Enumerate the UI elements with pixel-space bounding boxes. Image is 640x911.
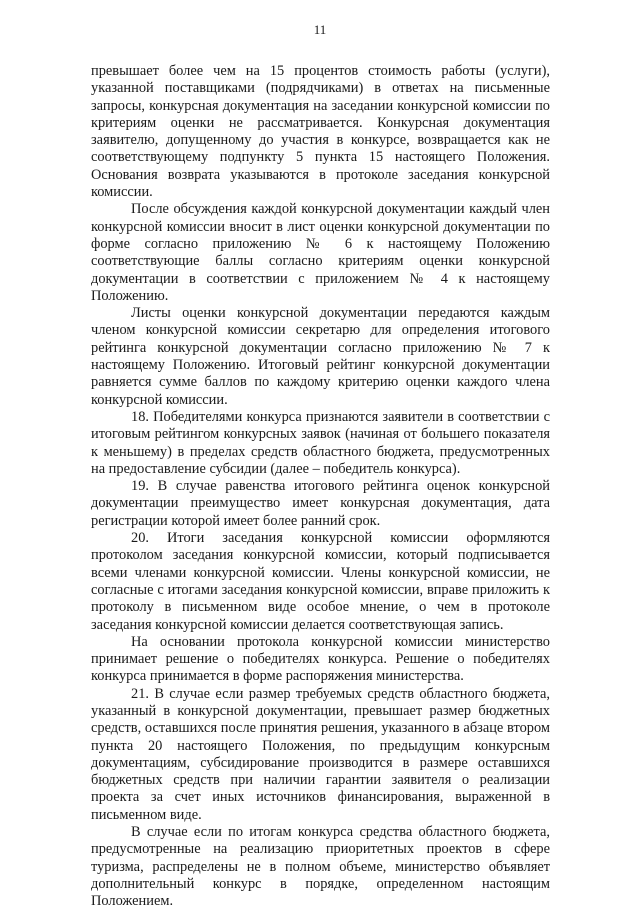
paragraph-item-19: 19. В случае равенства итогового рейтинга оценок конкурсной документации преимущество имеет конкурсная документация, дата регистрации которой имеет более ранний срок.: [91, 478, 550, 529]
document-body: [91, 63, 550, 911]
paragraph-continuation: превышает более чем на 15 процентов стоимость работы (услуги), указанной поставщиками (подрядчиками) в ответах на письменные запросы, конкурсная документация на заседании конкурсной комиссии по критериям оценки не рассматривается. Конкурсная документация заявителю, допущенному до участия в конкурсе, возвращается как не соответствующему подпункту 5 пункта 15 настоящего Положения. Основания возврата указываются в протоколе заседания конкурсной комиссии.: [91, 63, 550, 201]
page-number: 11: [313, 22, 327, 37]
paragraph-additional-contest: В случае если по итогам конкурса средства областного бюджета, предусмотренные на реализацию приоритетных проектов в сфере туризма, распределены не в полном объеме, министерство объявляет дополнительный конкурс в порядке, определенном настоящим Положением.: [91, 824, 550, 910]
paragraph-item-21: 21. В случае если размер требуемых средств областного бюджета, указанный в конкурсной документации, превышает размер бюджетных средств, оставшихся после принятия решения, указанного в абзаце втором пункта 20 настоящего Положения, по предыдущим конкурсным документациям, субсидирование производится в размере оставшихся бюджетных средств при наличии гарантии заявителя о реализации проекта за счет иных источников финансирования, выраженной в письменном виде.: [91, 685, 550, 823]
paragraph-final-rating: Листы оценки конкурсной документации передаются каждым членом конкурсной комиссии секретарю для определения итогового рейтинга конкурсной документации согласно приложению № 7 к настоящему Положению. Итоговый рейтинг конкурсной документации равняется сумме баллов по каждому критерию оценки каждого члена конкурсной комиссии.: [91, 305, 550, 408]
paragraph-item-18: 18. Победителями конкурса признаются заявители в соответствии с итоговым рейтингом конкурсных заявок (начиная от большего показателя к меньшему) в пределах средств областного бюджета, предусмотренных на предоставление субсидии (далее – победитель конкурса).: [91, 408, 550, 477]
paragraph-decision: На основании протокола конкурсной комиссии министерство принимает решение о победителях конкурса. Решение о победителях конкурса принимается в форме распоряжения министерства.: [91, 633, 550, 685]
paragraph-item-20: 20. Итоги заседания конкурсной комиссии оформляются протоколом заседания конкурсной комиссии, который подписывается всеми членами конкурсной комиссии. Члены конкурсной комиссии, не согласные с итогами заседания конкурсной комиссии, вправе приложить к протоколу в письменном виде особое мнение, о чем в протоколе заседания конкурсной комиссии делается соответствующая запись.: [91, 530, 550, 633]
paragraph-evaluation-sheet: После обсуждения каждой конкурсной документации каждый член конкурсной комиссии вносит в лист оценки конкурсной документации по форме согласно приложению № 6 к настоящему Положению соответствующие баллы согласно критериям оценки конкурсной документации в соответствии с приложением № 4 к настоящему Положению.: [91, 201, 550, 304]
